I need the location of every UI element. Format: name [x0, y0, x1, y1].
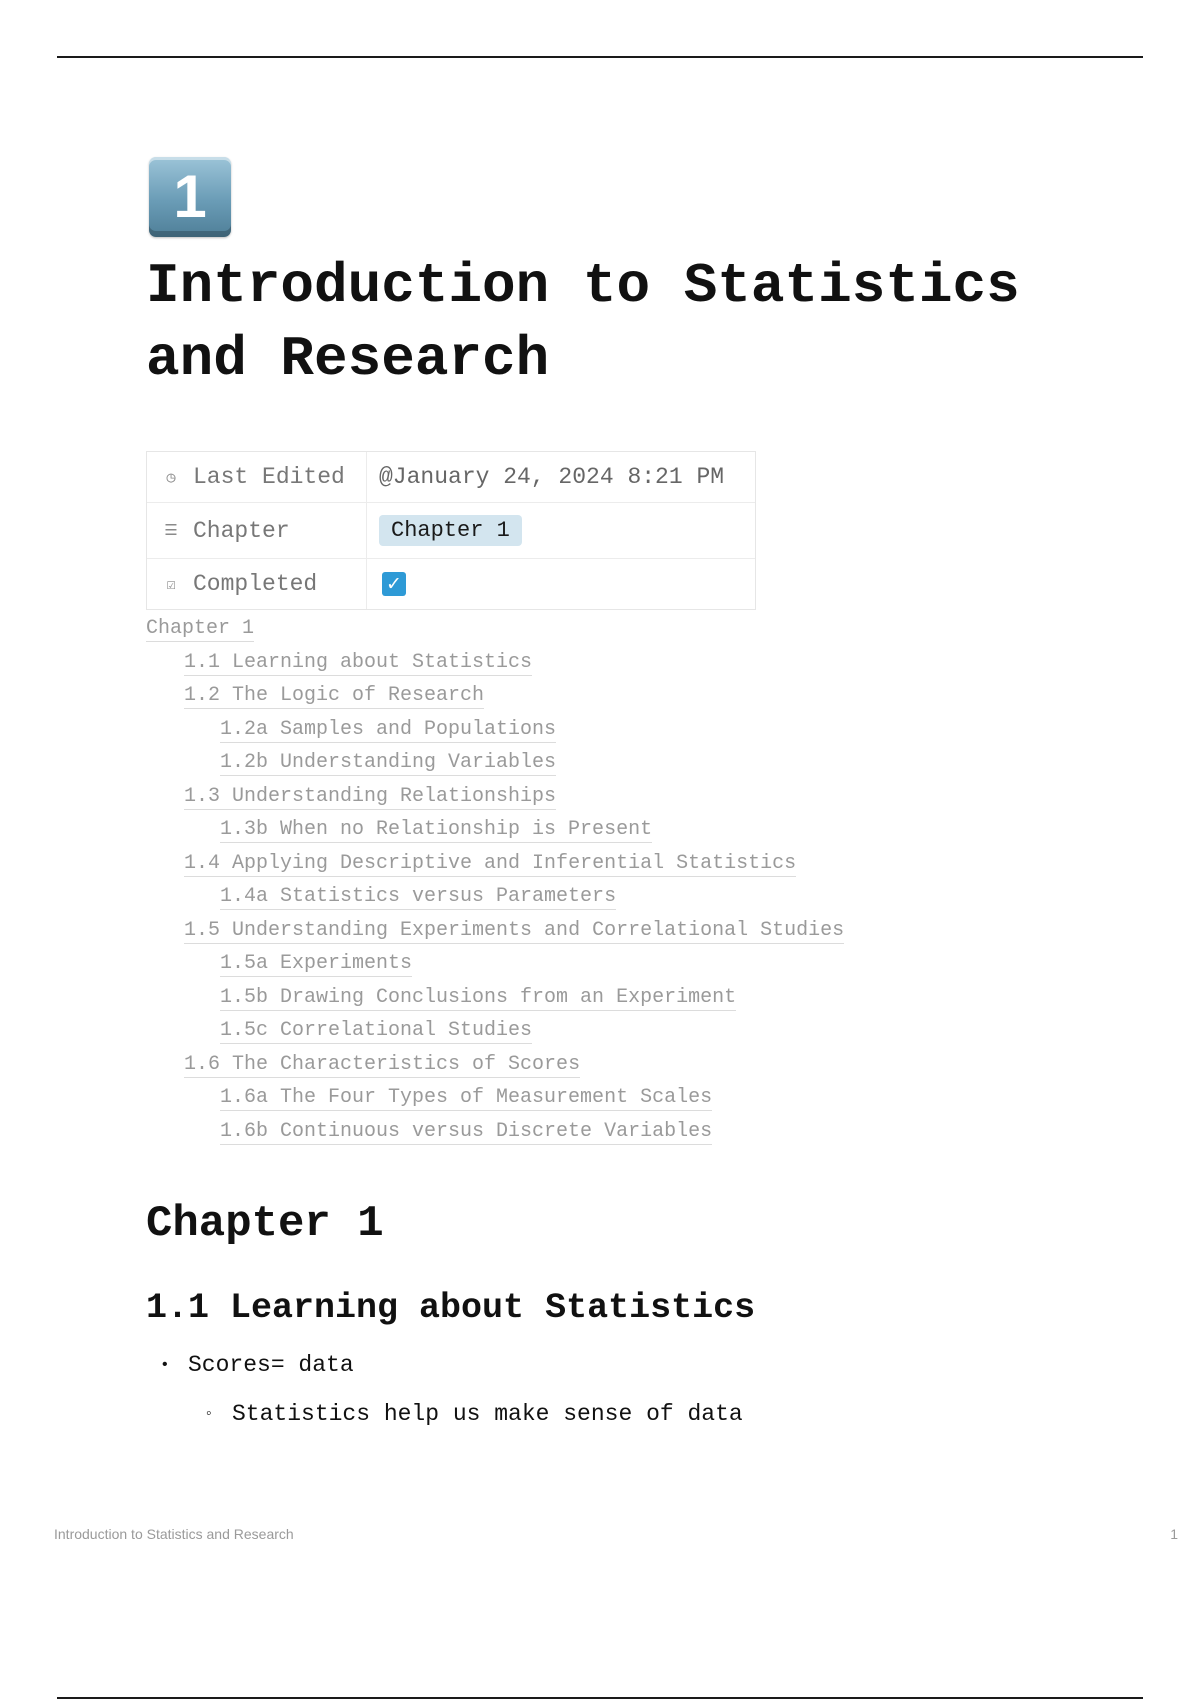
property-name: Completed	[193, 571, 318, 597]
last-edited-value: @January 24, 2024 8:21 PM	[379, 464, 725, 490]
top-rule	[57, 56, 1143, 58]
list-item	[204, 1399, 743, 1429]
toc-link[interactable]: 1.2b Understanding Variables	[220, 751, 557, 774]
toc-item[interactable]	[184, 785, 556, 809]
toc-item[interactable]	[220, 885, 616, 909]
toc-link[interactable]: 1.5a Experiments	[220, 952, 413, 975]
toc-link[interactable]: 1.5 Understanding Experiments and Correlational Studies	[184, 919, 845, 942]
toc-item[interactable]	[184, 684, 484, 708]
properties-table	[146, 451, 756, 610]
bottom-rule	[57, 1697, 1143, 1699]
toc-item[interactable]	[220, 718, 556, 742]
heading-chapter: Chapter 1	[146, 1199, 384, 1249]
toc-link[interactable]: 1.4a Statistics versus Parameters	[220, 885, 617, 908]
toc-link[interactable]: 1.6a The Four Types of Measurement Scales	[220, 1086, 713, 1109]
property-row-completed	[147, 558, 755, 609]
property-name-cell	[147, 559, 367, 609]
checkbox-icon: ☑	[166, 576, 176, 594]
bullet-circle-icon: ◦	[204, 1405, 214, 1423]
toc-item[interactable]	[184, 651, 532, 675]
toc-item[interactable]	[220, 1019, 532, 1043]
keycap-one-icon: 1	[149, 157, 231, 237]
toc-link[interactable]: 1.2a Samples and Populations	[220, 718, 557, 741]
clock-icon: ◷	[166, 469, 176, 487]
property-row-chapter	[147, 502, 755, 558]
toc-item[interactable]	[184, 1053, 580, 1077]
toc-link[interactable]: 1.6b Continuous versus Discrete Variables	[220, 1120, 713, 1143]
property-name: Last Edited	[193, 464, 345, 490]
page-title: Introduction to Statistics and Research	[146, 254, 1020, 391]
property-value-cell	[367, 559, 755, 609]
property-name-cell	[147, 452, 367, 502]
toc-link[interactable]: 1.3b When no Relationship is Present	[220, 818, 653, 841]
list-item	[160, 1350, 354, 1380]
toc-link[interactable]: 1.6 The Characteristics of Scores	[184, 1053, 581, 1076]
toc-link[interactable]: 1.4 Applying Descriptive and Inferential Statistics	[184, 852, 797, 875]
property-row-last-edited	[147, 452, 755, 502]
bullet-dot-icon: •	[160, 1356, 170, 1374]
toc-item[interactable]	[220, 952, 412, 976]
property-value-cell[interactable]	[367, 503, 755, 558]
toc-item[interactable]	[220, 818, 652, 842]
property-name: Chapter	[193, 517, 290, 544]
toc-link[interactable]: 1.5b Drawing Conclusions from an Experiment	[220, 986, 737, 1009]
toc-item[interactable]	[220, 751, 556, 775]
chapter-tag[interactable]: Chapter 1	[379, 515, 522, 546]
toc-link[interactable]: 1.1 Learning about Statistics	[184, 651, 533, 674]
toc-item[interactable]	[220, 1120, 712, 1144]
toc-link[interactable]: 1.5c Correlational Studies	[220, 1019, 533, 1042]
toc-item[interactable]	[184, 852, 796, 876]
list-item-text: Scores= data	[188, 1352, 354, 1378]
toc-item[interactable]	[146, 617, 254, 641]
toc-link[interactable]: 1.2 The Logic of Research	[184, 684, 485, 707]
property-name-cell	[147, 503, 367, 558]
heading-section: 1.1 Learning about Statistics	[146, 1288, 756, 1328]
footer-title: Introduction to Statistics and Research	[54, 1526, 294, 1542]
completed-checkbox[interactable]: ✓	[382, 572, 406, 596]
list-icon: ☰	[164, 523, 178, 540]
toc-link[interactable]: Chapter 1	[146, 617, 255, 640]
property-value-cell	[367, 452, 755, 502]
footer-page-number: 1	[1170, 1526, 1178, 1542]
toc-item[interactable]	[220, 986, 736, 1010]
toc-item[interactable]	[184, 919, 844, 943]
list-item-text: Statistics help us make sense of data	[232, 1401, 743, 1427]
toc-item[interactable]	[220, 1086, 712, 1110]
toc-link[interactable]: 1.3 Understanding Relationships	[184, 785, 557, 808]
